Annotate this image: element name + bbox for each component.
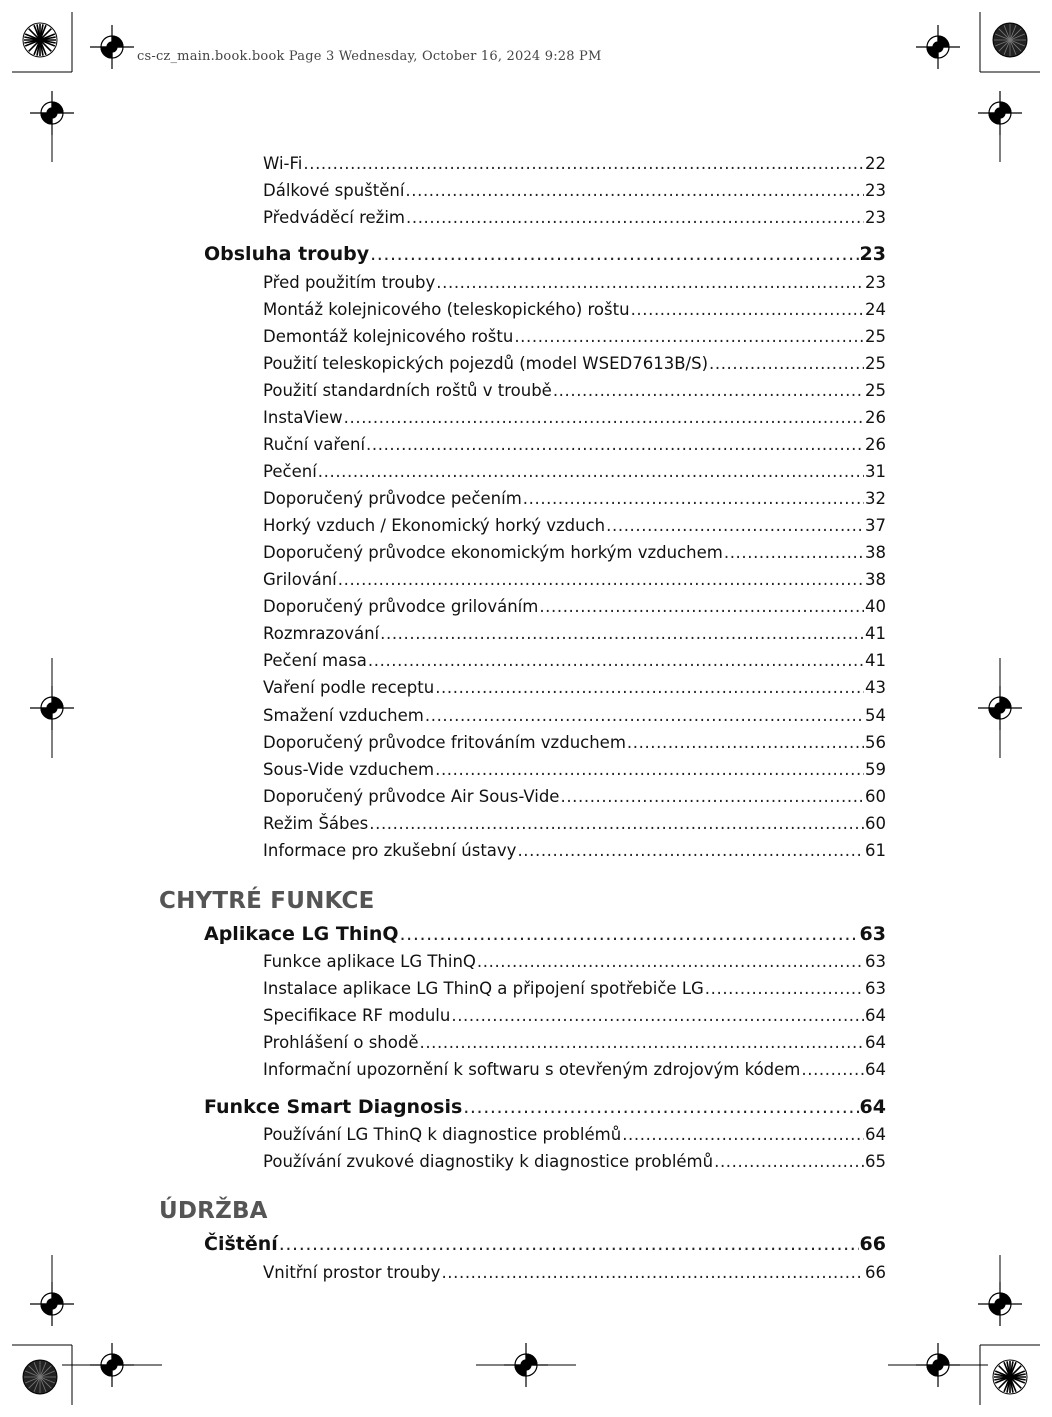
toc-chapter-cleaning[interactable] [204,1233,886,1255]
toc-entry-page: 65 [865,1152,886,1171]
section-heading-maintenance: ÚDRŽBA [159,1198,268,1224]
dot-leader [801,1060,864,1079]
toc-chapter-page: 64 [859,1096,886,1118]
toc-entry-page: 60 [865,787,886,806]
toc-entry-page: 64 [865,1060,886,1079]
star-target-bottom-left [23,1360,57,1394]
dot-leader [368,651,864,670]
dot-leader [539,597,864,616]
toc-entry[interactable] [263,979,886,998]
toc-entry-page: 60 [865,814,886,833]
toc-entry-page: 38 [865,543,886,562]
toc-entry-title: Vaření podle receptu [263,678,435,697]
dot-leader [627,733,864,752]
toc-entry[interactable] [263,181,886,200]
toc-entry-page: 54 [865,706,886,725]
dot-leader [709,354,864,373]
toc-entry-page: 37 [865,516,886,535]
toc-entry-title: Doporučený průvodce ekonomickým horkým vzduchem [263,543,723,562]
toc-chapter-title: Čištění [204,1233,278,1255]
toc-chapter-title: Funkce Smart Diagnosis [204,1096,463,1118]
dot-leader [318,462,864,481]
toc-entry[interactable] [263,706,886,725]
dot-leader [553,381,864,400]
toc-entry-page: 59 [865,760,886,779]
dot-leader [435,760,864,779]
dot-leader [435,678,864,697]
toc-entry-title: Před použitím trouby [263,273,436,292]
dot-leader [606,516,864,535]
toc-entry[interactable] [263,841,886,860]
star-target-top-right [993,23,1027,57]
toc-entry-title: Dálkové spuštění [263,181,405,200]
dot-leader [419,1033,864,1052]
toc-entry-page: 31 [865,462,886,481]
toc-chapter-smart-diagnosis[interactable] [204,1096,886,1118]
toc-entry-title: Režim Šábes [263,814,369,833]
toc-entry-page: 23 [865,273,886,292]
toc-entry-title: Funkce aplikace LG ThinQ [263,952,476,971]
toc-entry-title: Grilování [263,570,337,589]
toc-entry[interactable] [263,435,886,454]
toc-entry[interactable] [263,678,886,697]
dot-leader [370,243,858,265]
toc-chapter-obsluha[interactable] [204,243,886,265]
toc-entry-title: Vnitřní prostor trouby [263,1263,441,1282]
toc-entry[interactable] [263,952,886,971]
toc-entry-title: Demontáž kolejnicového roštu [263,327,514,346]
dot-leader [560,787,864,806]
dot-leader [279,1233,859,1255]
toc-entry-title: Informace pro zkušební ústavy [263,841,517,860]
toc-entry-title: Pečení [263,462,317,481]
toc-chapter-page: 63 [859,923,886,945]
toc-entry[interactable] [263,327,886,346]
dot-leader [441,1263,864,1282]
toc-entry-title: Horký vzduch / Ekonomický horký vzduch [263,516,606,535]
dot-leader [622,1125,864,1144]
dot-leader [436,273,864,292]
toc-entry-page: 23 [865,208,886,227]
toc-entry[interactable] [263,1152,886,1171]
toc-entry-title: Předváděcí režim [263,208,405,227]
dot-leader [724,543,864,562]
dot-leader [463,1096,858,1118]
toc-entry[interactable] [263,1125,886,1144]
toc-entry[interactable] [263,354,886,373]
toc-entry-title: Wi-Fi [263,154,303,173]
dot-leader [366,435,864,454]
toc-entry-title: Montáž kolejnicového (teleskopického) roštu [263,300,630,319]
toc-entry[interactable] [263,1033,886,1052]
toc-entry-title: Prohlášení o shodě [263,1033,419,1052]
toc-chapter-thinq[interactable] [204,923,886,945]
toc-entry-title: Doporučený průvodce Air Sous-Vide [263,787,560,806]
toc-entry[interactable] [263,516,886,535]
toc-entry[interactable] [263,787,886,806]
dot-leader [380,624,864,643]
dot-leader [425,706,864,725]
toc-entry-page: 26 [865,408,886,427]
toc-entry-page: 22 [865,154,886,173]
toc-entry[interactable] [263,462,886,481]
toc-entry[interactable] [263,624,886,643]
toc-entry[interactable] [263,1060,886,1079]
dot-leader [523,489,864,508]
toc-entry[interactable] [263,1263,886,1282]
toc-entry-title: Rozmrazování [263,624,380,643]
toc-entry-page: 61 [865,841,886,860]
toc-entry-page: 63 [865,952,886,971]
toc-entry[interactable] [263,597,886,616]
toc-entry-page: 32 [865,489,886,508]
toc-entry-page: 25 [865,327,886,346]
toc-entry[interactable] [263,381,886,400]
toc-entry-title: Používání LG ThinQ k diagnostice problémů [263,1125,622,1144]
toc-entry[interactable] [263,651,886,670]
toc-entry-page: 41 [865,624,886,643]
toc-entry-page: 41 [865,651,886,670]
toc-entry-title: Informační upozornění k softwaru s otevřeným zdrojovým kódem [263,1060,801,1079]
dot-leader [405,181,864,200]
toc-entry-title: Pečení masa [263,651,367,670]
toc-entry[interactable] [263,814,886,833]
toc-entry[interactable] [263,760,886,779]
dot-leader [400,923,859,945]
dot-leader [303,154,864,173]
toc-entry[interactable] [263,489,886,508]
toc-entry-title: Doporučený průvodce grilováním [263,597,539,616]
toc-entry-page: 23 [865,181,886,200]
toc-entry-title: Použití standardních roštů v troubě [263,381,552,400]
toc-entry-page: 56 [865,733,886,752]
toc-entry[interactable] [263,1006,886,1025]
dot-leader [406,208,864,227]
toc-entry-page: 25 [865,354,886,373]
toc-entry-title: Doporučený průvodce fritováním vzduchem [263,733,626,752]
dot-leader [369,814,864,833]
toc-entry-page: 64 [865,1006,886,1025]
toc-entry-title: Doporučený průvodce pečením [263,489,522,508]
dot-leader [714,1152,864,1171]
dot-leader [517,841,864,860]
dot-leader [705,979,864,998]
toc-entry-title: Smažení vzduchem [263,706,424,725]
dot-leader [338,570,864,589]
star-target-bottom-right [993,1360,1027,1394]
dot-leader [344,408,864,427]
toc-entry-page: 38 [865,570,886,589]
toc-entry-page: 66 [865,1263,886,1282]
toc-entry[interactable] [263,543,886,562]
toc-entry-title: Specifikace RF modulu [263,1006,451,1025]
toc-entry-page: 40 [865,597,886,616]
toc-entry[interactable] [263,154,886,173]
toc-entry-title: Ruční vaření [263,435,366,454]
toc-entry-title: Používání zvukové diagnostiky k diagnostice problémů [263,1152,714,1171]
dot-leader [451,1006,864,1025]
toc-entry[interactable] [263,570,886,589]
dot-leader [631,300,864,319]
dot-leader [477,952,864,971]
toc-entry-title: Sous-Vide vzduchem [263,760,435,779]
toc-entry-title: Instalace aplikace LG ThinQ a připojení spotřebiče LG [263,979,704,998]
dot-leader [514,327,864,346]
toc-chapter-title: Obsluha trouby [204,243,370,265]
toc-entry-title: Použití teleskopických pojezdů (model WSED7613B/S) [263,354,709,373]
toc-entry[interactable] [263,208,886,227]
toc-entry-page: 25 [865,381,886,400]
toc-chapter-title: Aplikace LG ThinQ [204,923,399,945]
toc-entry-page: 63 [865,979,886,998]
star-target-top-left [23,23,57,57]
toc-chapter-page: 66 [859,1233,886,1255]
section-heading-smart-functions: CHYTRÉ FUNKCE [159,888,375,914]
toc-entry[interactable] [263,273,886,292]
toc-entry[interactable] [263,300,886,319]
toc-entry-title: InstaView [263,408,343,427]
toc-entry-page: 43 [865,678,886,697]
toc-entry[interactable] [263,408,886,427]
toc-entry-page: 64 [865,1033,886,1052]
toc-entry-page: 26 [865,435,886,454]
toc-chapter-page: 23 [859,243,886,265]
toc-entry-page: 64 [865,1125,886,1144]
toc-entry-page: 24 [865,300,886,319]
toc-entry[interactable] [263,733,886,752]
file-stamp: cs-cz_main.book.book Page 3 Wednesday, October 16, 2024 9:28 PM [137,49,602,64]
